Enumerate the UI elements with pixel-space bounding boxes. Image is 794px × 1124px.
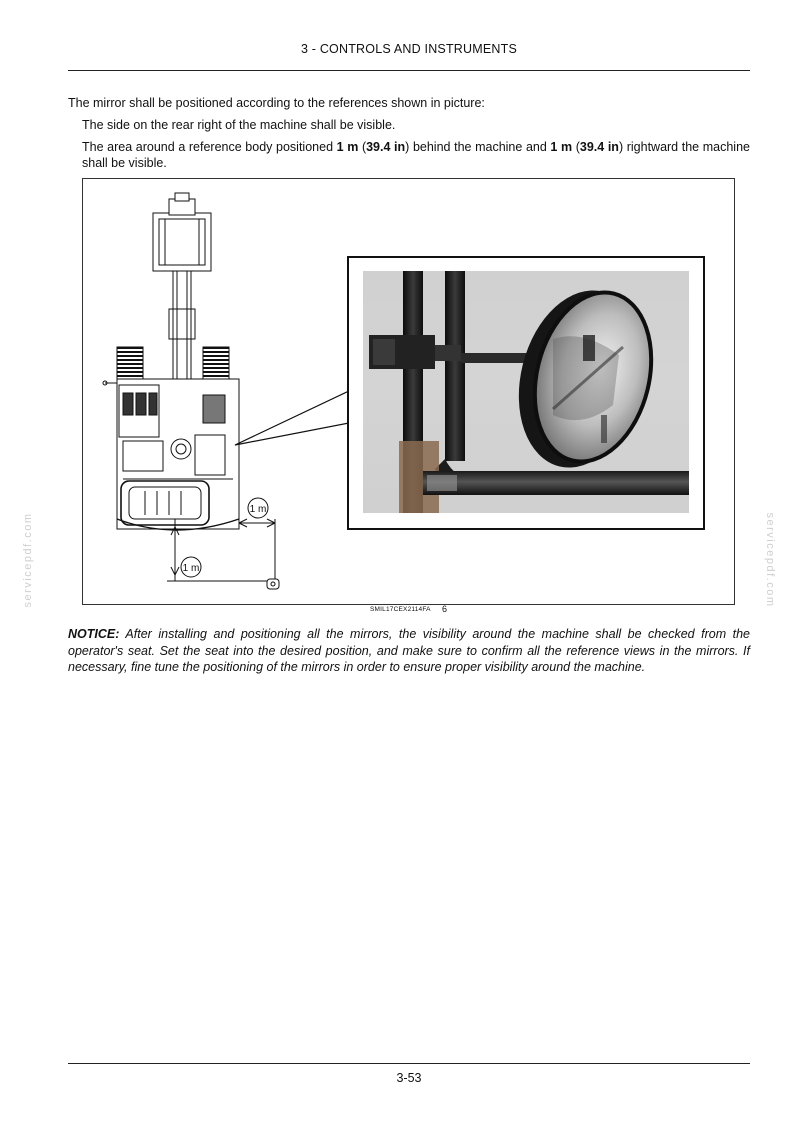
mirror-position-figure [82,178,735,605]
callout-pointer [235,391,349,445]
excavator-top-view [103,193,239,530]
page-number: 3-53 [396,1071,422,1085]
notice-text: After installing and positioning all the mirrors, the visibility around the machine shall be checked from the operator's seat. Set the seat into the desired position, and make sure to confirm all the reference views in the mirrors. If necessary, fine tune the positioning of the mirrors in order to ensure proper visibility around the machine. [68,627,750,674]
notice-label: NOTICE: [68,627,120,641]
header-rule [68,70,750,71]
figure-code: SMIL17CEX2114FA [370,606,431,613]
rear-distance-label: 1 m [182,563,200,574]
intro-paragraph: The mirror shall be positioned according to the references shown in picture: [68,96,485,110]
requirement-side: The side on the rear right of the machine shall be visible. [82,118,396,132]
mirror-detail-inset [348,257,704,529]
footer-rule [68,1063,750,1064]
notice-paragraph [68,626,750,676]
watermark-right: servicepdf.com [764,512,776,608]
requirement-rear: The area around a reference body positioned 1 m (39.4 in) behind the machine and 1 m (39.4 in) rightward the machine shall be visible. [82,140,750,170]
side-distance-label: 1 m [249,504,267,515]
watermark-left: servicepdf.com [22,512,34,608]
page-header: 3 - CONTROLS AND INSTRUMENTS [300,42,518,56]
figure-number: 6 [442,604,448,614]
figure-illustration [83,179,734,604]
